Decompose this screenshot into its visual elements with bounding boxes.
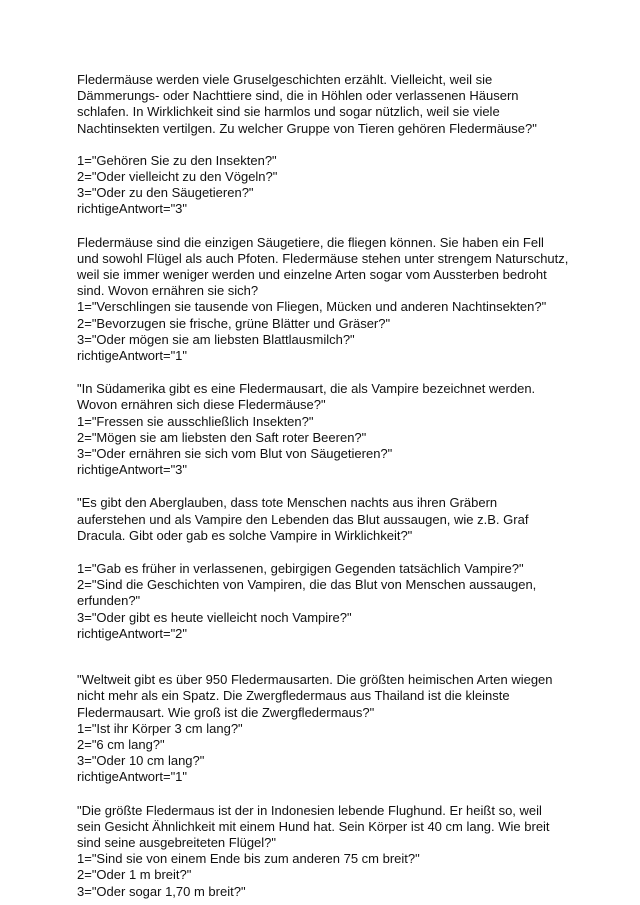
text-line: "Die größte Fledermaus ist der in Indonesien lebende Flughund. Er heißt so, weil (77, 802, 542, 818)
answer-option: 3="Oder 10 cm lang?" (77, 753, 205, 769)
answer-option: 3="Oder sogar 1,70 m breit?" (77, 883, 246, 899)
text-line: nicht mehr als ein Spatz. Die Zwergfledermaus aus Thailand ist die kleinste (77, 688, 510, 704)
correct-answer: richtigeAntwort="1" (77, 348, 188, 364)
text-line: Fledermausart. Wie groß ist die Zwergfledermaus?" (77, 704, 375, 720)
answer-option: 3="Oder mögen sie am liebsten Blattlausmilch?" (77, 331, 355, 347)
text-line: Wovon ernähren sich diese Fledermäuse?" (77, 397, 326, 413)
text-line: Fledermäuse sind die einzigen Säugetiere, die fliegen können. Sie haben ein Fell (77, 234, 544, 250)
answer-option: 1="Gehören Sie zu den Insekten?" (77, 152, 277, 168)
question-block-5 (77, 672, 577, 785)
text-line: Dämmerungs- oder Nachttiere sind, die in Höhlen oder verlassenen Häusern (77, 88, 519, 104)
text-line: "Es gibt den Aberglauben, dass tote Menschen nachts aus ihren Gräbern (77, 495, 498, 511)
text-line: sind seine ausgebreiteten Flügel?" (77, 834, 277, 850)
answer-option: 1="Gab es früher in verlassenen, gebirgigen Gegenden tatsächlich Vampire?" (77, 561, 524, 577)
question-block-4 (77, 495, 577, 544)
text-line: "Weltweit gibt es über 950 Fledermausarten. Die größten heimischen Arten wiegen (77, 672, 553, 688)
answer-option: 1="Fressen sie ausschließlich Insekten?" (77, 413, 314, 429)
correct-answer: richtigeAntwort="1" (77, 769, 188, 785)
answer-option: 3="Oder ernähren sie sich vom Blut von Säugetieren?" (77, 446, 393, 462)
answer-option: erfunden?" (77, 593, 141, 609)
answer-option: 2="Oder 1 m breit?" (77, 867, 192, 883)
answer-option: 3="Oder gibt es heute vielleicht noch Vampire?" (77, 609, 352, 625)
answer-option: 2="Bevorzugen sie frische, grüne Blätter und Gräser?" (77, 315, 391, 331)
answer-options-1 (77, 153, 577, 218)
text-line: sind. Wovon ernähren sie sich? (77, 283, 259, 299)
intro-paragraph (77, 72, 577, 137)
text-line: Dracula. Gibt oder gab es solche Vampire in Wirklichkeit?" (77, 527, 413, 543)
correct-answer: richtigeAntwort="3" (77, 201, 188, 217)
answer-option: 2="6 cm lang?" (77, 736, 165, 752)
answer-option: 1="Sind sie von einem Ende bis zum anderen 75 cm breit?" (77, 851, 420, 867)
text-line: schlafen. In Wirklichkeit sind sie harmlos und sogar nützlich, weil sie viele (77, 104, 500, 120)
question-block-6 (77, 803, 577, 900)
document-body (77, 72, 577, 900)
question-block-2 (77, 235, 577, 365)
answer-option: 3="Oder zu den Säugetieren?" (77, 185, 254, 201)
text-line: und sowohl Flügel als auch Pfoten. Fledermäuse stehen unter strengem Naturschutz, (77, 250, 569, 266)
answer-option: 2="Mögen sie am liebsten den Saft roter Beeren?" (77, 429, 367, 445)
answer-option: 1="Verschlingen sie tausende von Fliegen, Mücken und anderen Nachtinsekten?" (77, 299, 547, 315)
text-line: auferstehen und als Vampire den Lebenden das Blut aussaugen, wie z.B. Graf (77, 511, 529, 527)
correct-answer: richtigeAntwort="2" (77, 625, 188, 641)
correct-answer: richtigeAntwort="3" (77, 462, 188, 478)
answer-option: 2="Sind die Geschichten von Vampiren, die das Blut von Menschen aussaugen, (77, 577, 537, 593)
text-line: weil sie immer weniger werden und einzelne Arten sogar vom Aussterben bedroht (77, 267, 547, 283)
text-line: "In Südamerika gibt es eine Fledermausart, die als Vampire bezeichnet werden. (77, 381, 536, 397)
question-block-3 (77, 381, 577, 478)
answer-options-4 (77, 561, 577, 642)
answer-option: 2="Oder vielleicht zu den Vögeln?" (77, 169, 278, 185)
text-line: sein Gesicht Ähnlichkeit mit einem Hund hat. Sein Körper ist 40 cm lang. Wie breit (77, 818, 550, 834)
answer-option: 1="Ist ihr Körper 3 cm lang?" (77, 720, 243, 736)
text-line: Fledermäuse werden viele Gruselgeschichten erzählt. Vielleicht, weil sie (77, 72, 493, 87)
text-line: Nachtinsekten vertilgen. Zu welcher Gruppe von Tieren gehören Fledermäuse?" (77, 120, 537, 136)
